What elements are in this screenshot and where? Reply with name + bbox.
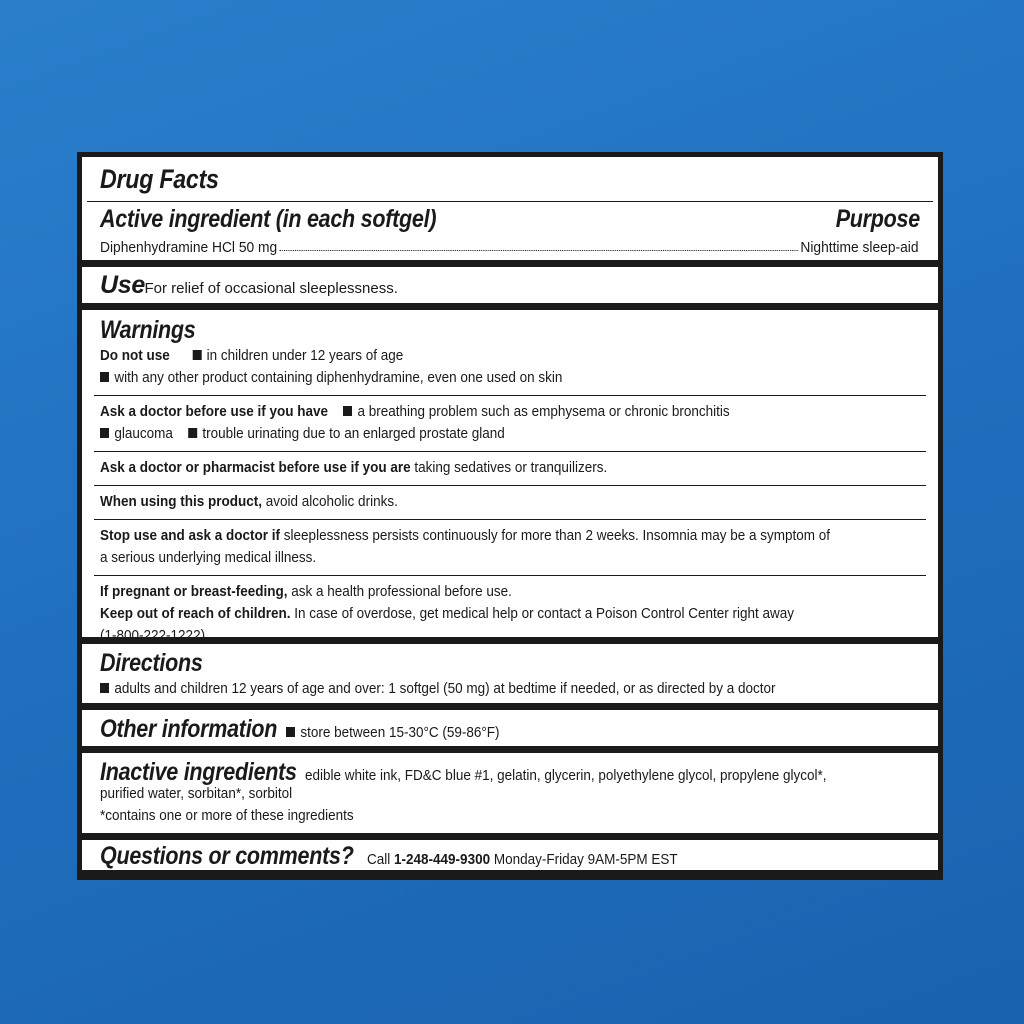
when-using-text: avoid alcoholic drinks.	[265, 493, 398, 510]
bullet-square	[286, 727, 295, 737]
keep-out-label: Keep out of reach of children.	[100, 605, 291, 622]
do-not-use-line-1	[100, 345, 838, 367]
stop-use-line-2: a serious underlying medical illness.	[100, 549, 317, 566]
questions-section	[82, 840, 938, 870]
bullet-square	[100, 683, 109, 693]
inactive-ingredients-text-2: purified water, sorbitan*, sorbitol	[100, 785, 293, 802]
drug-facts-panel	[77, 152, 943, 880]
pregnant-line	[100, 581, 838, 603]
ask-pharmacist-label: Ask a doctor or pharmacist before use if you are	[100, 459, 411, 476]
directions-text: adults and children 12 years of age and over: 1 softgel (50 mg) at bedtime if needed, or as directed by a doctor	[114, 680, 776, 697]
contact-hours: Monday-Friday 9AM-5PM EST	[494, 851, 678, 868]
directions-heading: Directions	[100, 649, 203, 677]
bullet-square	[100, 372, 109, 382]
ask-doctor-line-1	[100, 401, 838, 423]
ask-doctor-line-2	[100, 423, 838, 445]
pregnant-label: If pregnant or breast-feeding,	[100, 583, 288, 600]
keep-out-line-1	[100, 603, 838, 625]
do-not-use-item: in children under 12 years of age	[206, 347, 404, 364]
when-using-label: When using this product,	[100, 493, 262, 510]
active-purpose: Nighttime sleep-aid	[800, 238, 919, 256]
when-using-line	[100, 491, 838, 513]
ask-doctor-item: a breathing problem such as emphysema or chronic bronchitis	[357, 403, 730, 420]
ask-pharmacist-text: taking sedatives or tranquilizers.	[414, 459, 608, 476]
bullet-square	[343, 406, 352, 416]
directions-line	[100, 678, 838, 700]
use-text: For relief of occasional sleeplessness.	[144, 280, 398, 297]
ask-doctor-item: glaucoma	[114, 425, 173, 442]
inactive-ingredients-heading: Inactive ingredients	[100, 758, 297, 786]
active-ingredient-heading: Active ingredient (in each softgel)	[100, 205, 437, 233]
ask-pharmacist-line	[100, 457, 838, 479]
do-not-use-item: with any other product containing diphenhydramine, even one used on skin	[114, 369, 563, 386]
pregnant-text: ask a health professional before use.	[291, 583, 512, 600]
directions-section	[82, 644, 938, 703]
keep-out-text: In case of overdose, get medical help or contact a Poison Control Center right away	[294, 605, 795, 622]
other-information-section	[82, 710, 938, 746]
use-heading: Use	[100, 271, 145, 299]
stop-use-text: sleeplessness persists continuously for more than 2 weeks. Insomnia may be a symptom of	[283, 527, 831, 544]
other-information-heading: Other information	[100, 715, 278, 743]
questions-contact	[367, 844, 678, 876]
questions-heading: Questions or comments?	[100, 842, 354, 870]
warnings-heading: Warnings	[100, 316, 196, 344]
other-information-text: store between 15-30°C (59-86°F)	[300, 724, 501, 741]
inactive-ingredients-note: *contains one or more of these ingredients	[100, 807, 354, 824]
other-information-line	[286, 714, 500, 752]
do-not-use-line-2	[100, 367, 838, 389]
purpose-heading: Purpose	[835, 205, 920, 233]
ask-doctor-item: trouble urinating due to an enlarged prostate gland	[202, 425, 505, 442]
stop-use-line-1	[100, 525, 838, 547]
inactive-ingredients-text-1: edible white ink, FD&C blue #1, gelatin, glycerin, polyethylene glycol, propylene glycol*,	[305, 767, 827, 784]
warnings-section	[82, 310, 938, 644]
keep-out-line-2: (1-800-222-1222).	[100, 627, 209, 644]
active-ingredient-name: Diphenhydramine HCl 50 mg	[100, 238, 278, 256]
ask-doctor-label: Ask a doctor before use if you have	[100, 403, 329, 420]
inactive-ingredients-section	[82, 753, 938, 833]
stop-use-label: Stop use and ask a doctor if	[100, 527, 281, 544]
use-section	[82, 267, 938, 303]
phone-number[interactable]: 1-248-449-9300	[394, 851, 491, 868]
call-prefix: Call	[367, 851, 391, 868]
active-ingredient-section	[82, 157, 938, 260]
drug-facts-title: Drug Facts	[100, 164, 219, 194]
do-not-use-label: Do not use	[100, 347, 170, 364]
bullet-square	[100, 428, 109, 438]
bullet-square	[188, 428, 197, 438]
dot-leader	[279, 240, 799, 251]
bullet-square	[192, 350, 201, 360]
